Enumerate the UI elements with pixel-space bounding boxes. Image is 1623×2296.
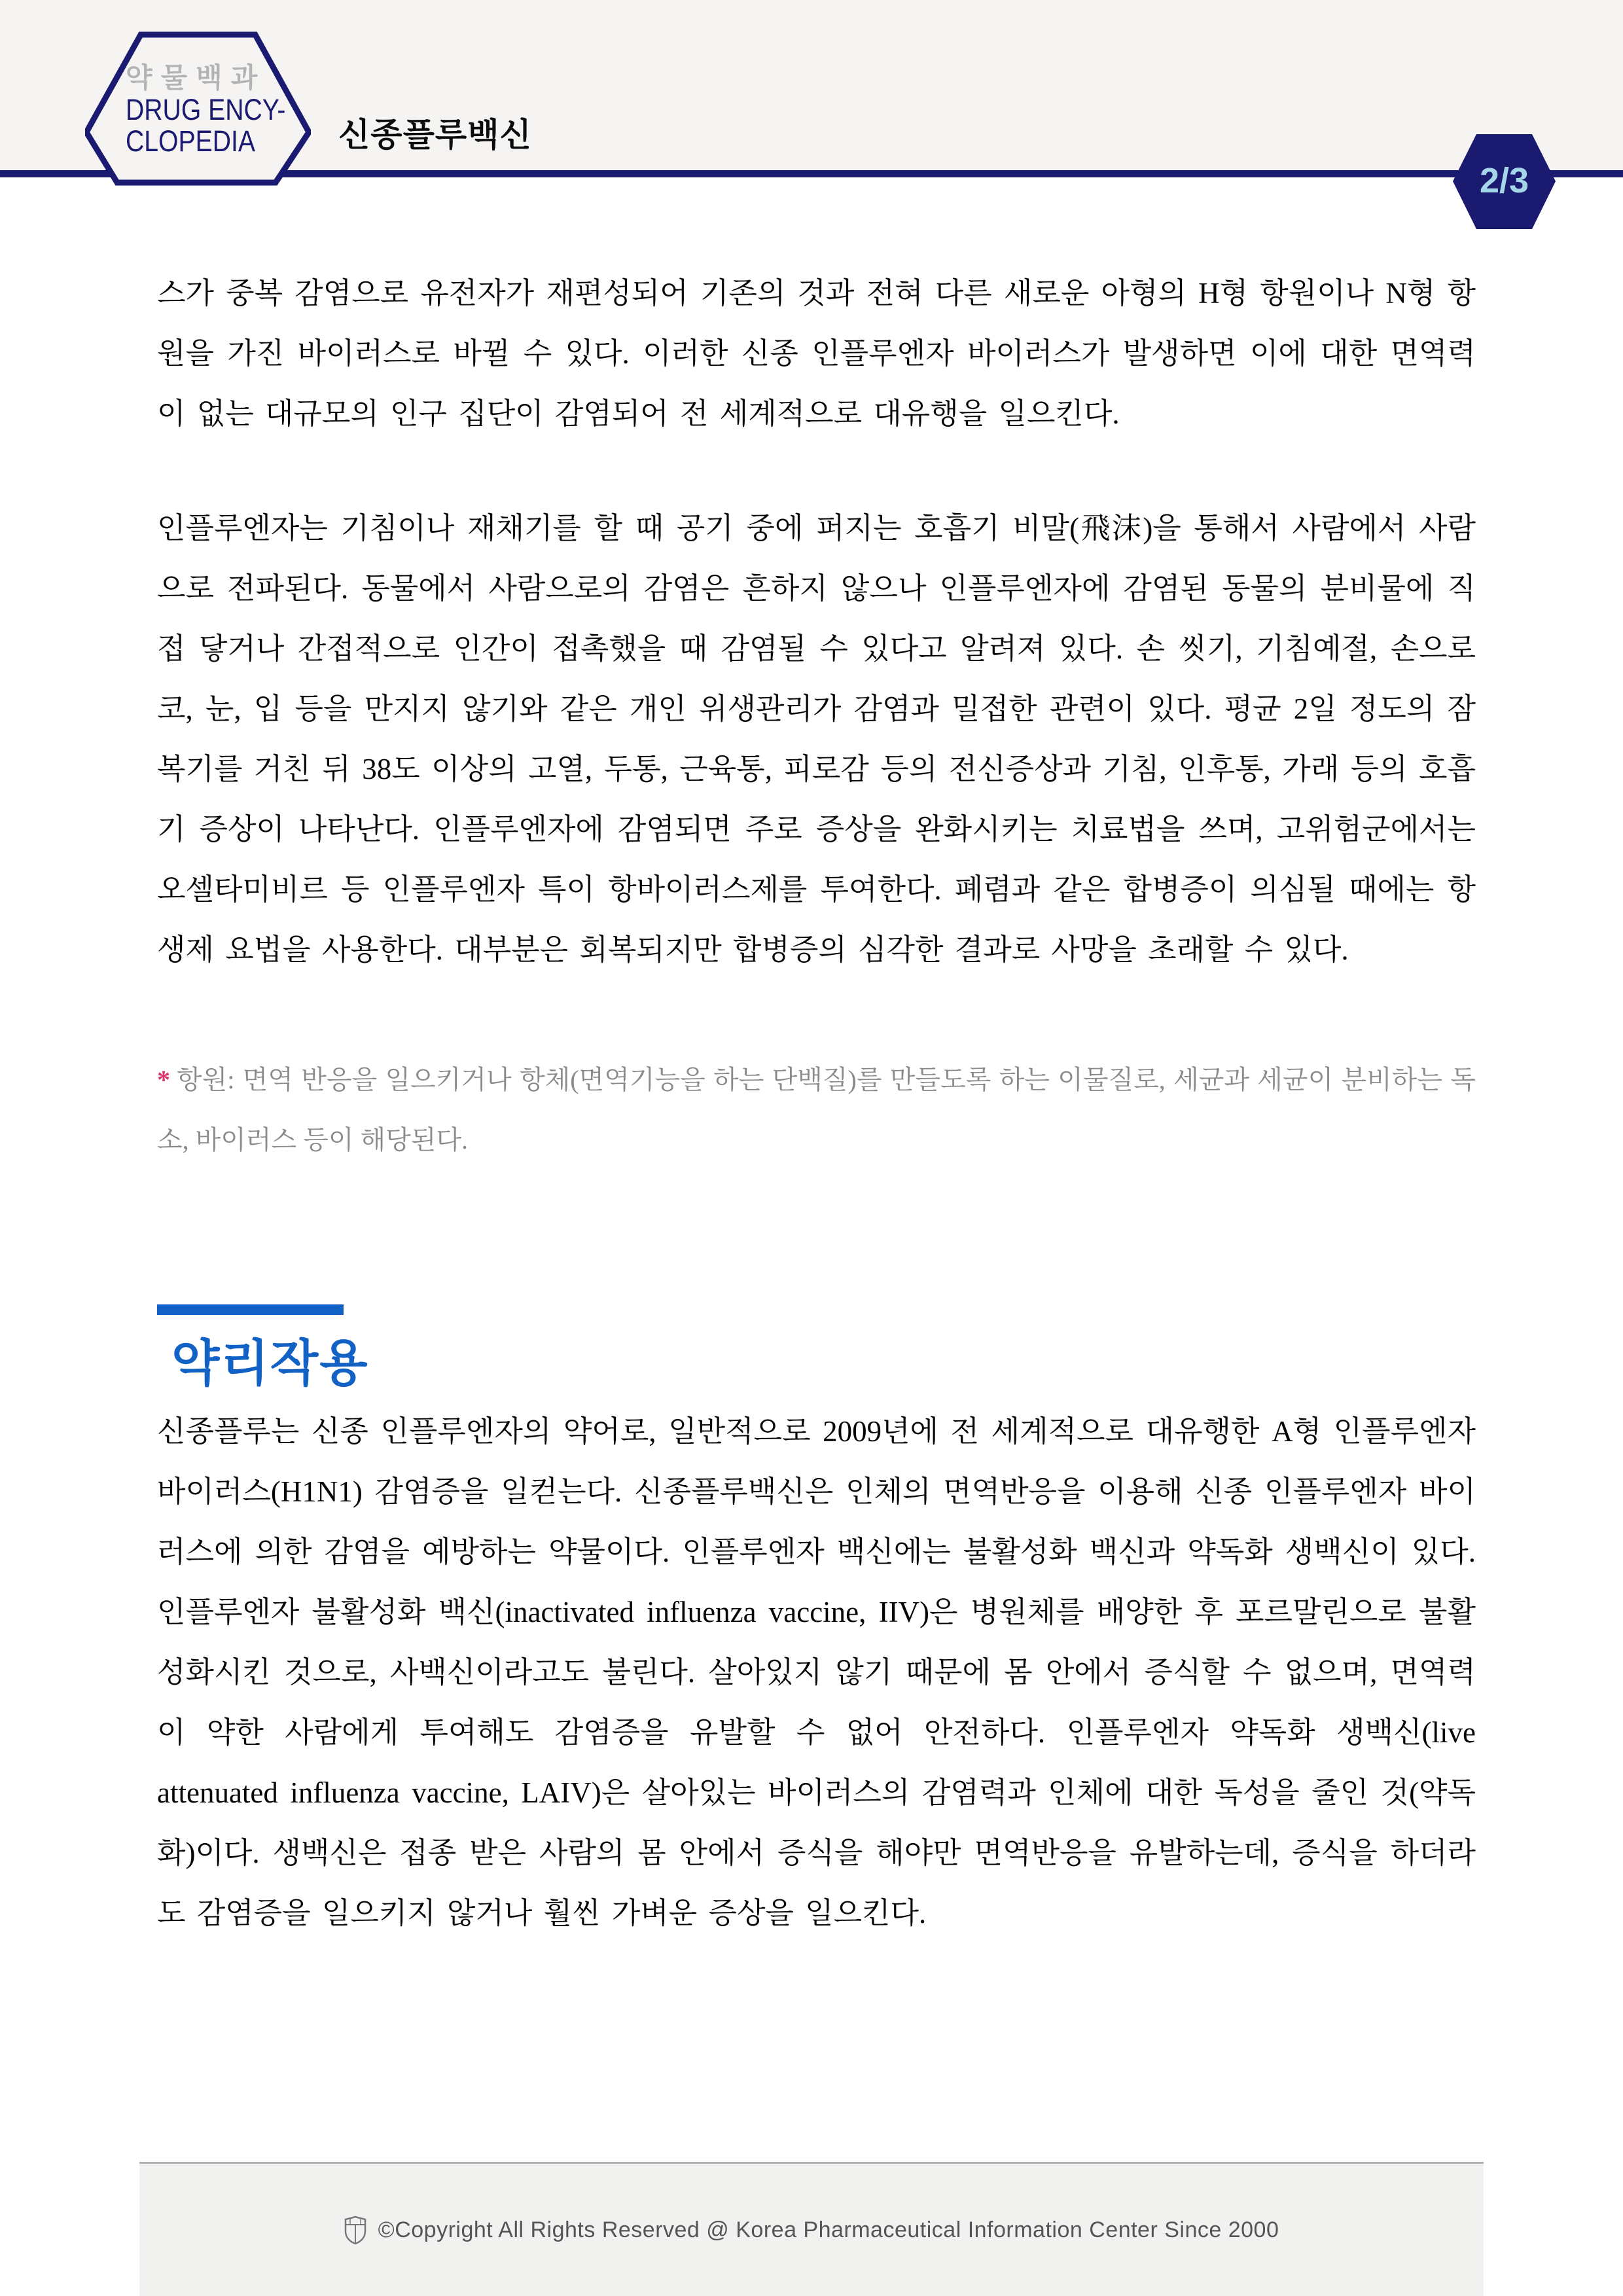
page-number-label: 2/3	[1479, 160, 1529, 200]
page-footer	[139, 2162, 1484, 2296]
section-heading-bar	[157, 1304, 344, 1315]
page-number-badge	[1453, 134, 1556, 229]
logo-english-line1: DRUG ENCY-	[126, 93, 286, 126]
drug-encyclopedia-logo	[85, 31, 311, 192]
kpic-shield-icon	[344, 2215, 366, 2244]
footnote-text: 항원: 면역 반응을 일으키거나 항체(면역기능을 하는 단백질)를 만들도록 하는 이물질로, 세균과 세균이 분비하는 독소, 바이러스 등이 해당된다.	[157, 1065, 1476, 1155]
footnote-asterisk: *	[157, 1065, 170, 1094]
section-heading: 약리작용	[171, 1336, 369, 1391]
footnote	[157, 1050, 1476, 1170]
paragraph: 신종플루는 신종 인플루엔자의 약어로, 일반적으로 2009년에 전 세계적으로 대유행한 A형 인플루엔자 바이러스(H1N1) 감염증을 일컫는다. 신종플루백신은 인체의 면역반응을 이용해 신종 인플루엔자 바이러스에 의한 감염을 예방하는 약물이다. 인플루엔자 백신에는 불활성화 백신과 약독화 생백신이 있다. 인플루엔자 불활성화 백신(inactivated influenza vaccine, IIV)은 병원체를 배양한 후 포르말린으로 불활성화시킨 것으로, 사백신이라고도 불린다. 살아있지 않기 때문에 몸 안에서 증식할 수 없으며, 면역력이 약한 사람에게 투여해도 감염증을 유발할 수 없어 안전하다. 인플루엔자 약독화 생백신(live attenuated influenza vaccine, LAIV)은 살아있는 바이러스의 감염력과 인체에 대한 독성을 줄인 것(약독화)이다. 생백신은 접종 받은 사람의 몸 안에서 증식을 해야만 면역반응을 유발하는데, 증식을 하더라도 감염증을 일으키지 않거나 훨씬 가벼운 증상을 일으킨다.	[157, 1415, 1476, 1929]
logo-korean-label: 약물백과	[126, 62, 266, 93]
document-body	[157, 0, 1476, 2296]
logo-english-line2: CLOPEDIA	[126, 124, 255, 158]
logo-text	[85, 31, 311, 187]
page-title: 신종플루백신	[338, 117, 532, 153]
paragraph: 인플루엔자는 기침이나 재채기를 할 때 공기 중에 퍼지는 호흡기 비말(飛沫)을 통해서 사람에서 사람으로 전파된다. 동물에서 사람으로의 감염은 흔하지 않으나 인플루엔자에 감염된 동물의 분비물에 직접 닿거나 간접적으로 인간이 접촉했을 때 감염될 수 있다고 알려져 있다. 손 씻기, 기침예절, 손으로 코, 눈, 입 등을 만지지 않기와 같은 개인 위생관리가 감염과 밀접한 관련이 있다. 평균 2일 정도의 잠복기를 거친 뒤 38도 이상의 고열, 두통, 근육통, 피로감 등의 전신증상과 기침, 인후통, 가래 등의 호흡기 증상이 나타난다. 인플루엔자에 감염되면 주로 증상을 완화시키는 치료법을 쓰며, 고위험군에서는 오셀타미비르 등 인플루엔자 특이 항바이러스제를 투여한다. 폐렴과 같은 합병증이 의심될 때에는 항생제 요법을 사용한다. 대부분은 회복되지만 합병증의 심각한 결과로 사망을 초래할 수 있다.	[157, 512, 1476, 966]
copyright-text: ©Copyright All Rights Reserved @ Korea Pharmaceutical Information Center Since 2000	[378, 2217, 1279, 2242]
paragraph: 스가 중복 감염으로 유전자가 재편성되어 기존의 것과 전혀 다른 새로운 아형의 H형 항원이나 N형 항원을 가진 바이러스로 바뀔 수 있다. 이러한 신종 인플루엔자 바이러스가 발생하면 이에 대한 면역력이 없는 대규모의 인구 집단이 감염되어 전 세계적으로 대유행을 일으킨다.	[157, 277, 1476, 430]
